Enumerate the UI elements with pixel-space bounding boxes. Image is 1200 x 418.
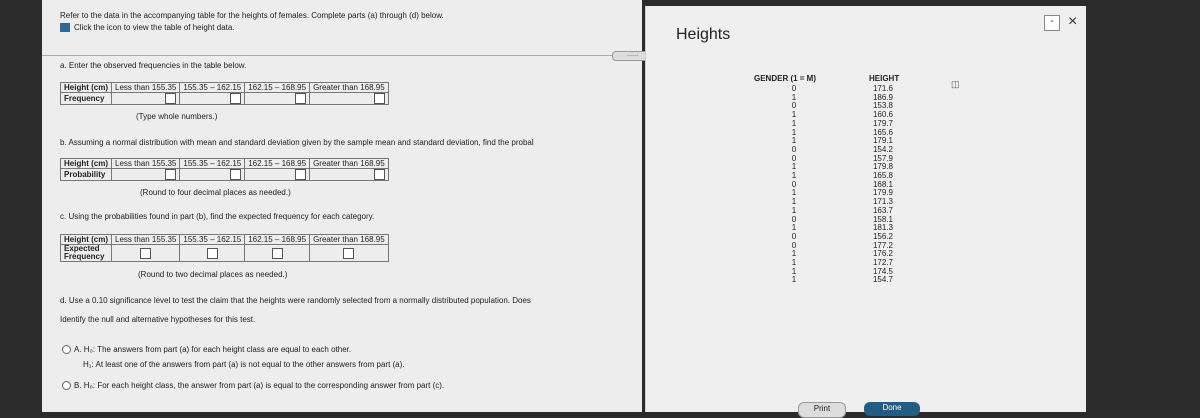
minimize-button[interactable]: - bbox=[1044, 15, 1060, 31]
gender-value: 1 bbox=[791, 136, 797, 146]
class-4: Greater than 168.95 bbox=[310, 83, 389, 93]
height-value: 171.3 bbox=[872, 197, 894, 207]
heights-popup bbox=[645, 6, 1086, 412]
height-value: 174.5 bbox=[872, 266, 894, 276]
intro-text: Refer to the data in the accompanying table for the heights of females. Complete parts (a) through (d) below. bbox=[60, 11, 444, 20]
prob-input-1[interactable] bbox=[165, 169, 176, 180]
height-value: 165.8 bbox=[872, 171, 894, 181]
gender-value: 1 bbox=[791, 258, 797, 268]
table-icon[interactable] bbox=[60, 23, 70, 32]
class-2: 155.35 – 162.15 bbox=[180, 159, 245, 169]
gender-value: 1 bbox=[791, 92, 797, 102]
print-button[interactable]: Print bbox=[798, 402, 846, 418]
expected-table bbox=[60, 234, 389, 262]
part-d-sub: Identify the null and alternative hypotheses for this test. bbox=[60, 315, 256, 324]
gender-value: 1 bbox=[791, 188, 797, 198]
table-link-label[interactable]: Click the icon to view the table of height data. bbox=[74, 23, 235, 32]
radio-a[interactable] bbox=[62, 345, 71, 354]
part-b-prompt: b. Assuming a normal distribution with mean and standard deviation given by the sample mean and standard deviation, find the probal bbox=[60, 138, 534, 147]
exp-input-2[interactable] bbox=[207, 248, 218, 259]
question-panel bbox=[42, 0, 642, 412]
height-value: 165.6 bbox=[872, 127, 894, 137]
class-3: 162.15 – 168.95 bbox=[245, 159, 310, 169]
height-value: 179.9 bbox=[872, 188, 894, 198]
copy-icon[interactable]: ◫ bbox=[951, 79, 960, 89]
height-value: 157.9 bbox=[872, 153, 894, 163]
gender-value: 0 bbox=[791, 214, 797, 224]
exp-input-3[interactable] bbox=[272, 248, 283, 259]
freq-input-1[interactable] bbox=[165, 93, 176, 104]
prob-input-3[interactable] bbox=[295, 169, 306, 180]
height-value: 179.7 bbox=[872, 118, 894, 128]
done-button[interactable]: Done bbox=[864, 402, 920, 416]
class-2: 155.35 – 162.15 bbox=[180, 235, 245, 245]
gender-value: 0 bbox=[791, 153, 797, 163]
gender-value: 1 bbox=[791, 266, 797, 276]
row-label-1: Expected bbox=[64, 244, 100, 253]
part-d-prompt: d. Use a 0.10 significance level to test the claim that the heights were randomly selected from a normally distributed population. Does bbox=[60, 296, 531, 305]
gender-value: 0 bbox=[791, 101, 797, 111]
option-a-h1: H₁: At least one of the answers from part (a) is not equal to the other answers from part (a). bbox=[83, 360, 405, 369]
gender-value: 1 bbox=[791, 249, 797, 259]
option-b-h0[interactable]: B. H₀: For each height class, the answer from part (a) is equal to the corresponding answer from part (c). bbox=[74, 381, 445, 390]
row-label: Frequency bbox=[61, 93, 112, 105]
height-value: 177.2 bbox=[872, 240, 894, 250]
height-value: 172.7 bbox=[872, 258, 894, 268]
class-1: Less than 155.35 bbox=[112, 83, 180, 93]
part-c-prompt: c. Using the probabilities found in part (b), find the expected frequency for each category. bbox=[60, 212, 375, 221]
header-label: Height (cm) bbox=[61, 235, 112, 245]
height-value: 176.2 bbox=[872, 249, 894, 259]
table-link[interactable] bbox=[60, 23, 235, 32]
height-value: 179.1 bbox=[872, 136, 894, 146]
gender-value: 1 bbox=[791, 205, 797, 215]
gender-value: 1 bbox=[791, 197, 797, 207]
part-c-note: (Round to two decimal places as needed.) bbox=[138, 270, 288, 279]
header-label: Height (cm) bbox=[61, 159, 112, 169]
prob-input-4[interactable] bbox=[374, 169, 385, 180]
height-column bbox=[868, 85, 898, 285]
header-label: Height (cm) bbox=[61, 83, 112, 93]
gender-value: 0 bbox=[791, 231, 797, 241]
gender-header: GENDER (1 = M) bbox=[754, 74, 817, 83]
class-1: Less than 155.35 bbox=[112, 235, 180, 245]
freq-input-3[interactable] bbox=[295, 93, 306, 104]
class-4: Greater than 168.95 bbox=[310, 159, 389, 169]
height-value: 181.3 bbox=[872, 223, 894, 233]
height-value: 158.1 bbox=[872, 214, 894, 224]
gender-value: 0 bbox=[791, 84, 797, 93]
class-3: 162.15 – 168.95 bbox=[245, 83, 310, 93]
gender-column bbox=[784, 85, 804, 285]
part-b-note: (Round to four decimal places as needed.) bbox=[140, 188, 291, 197]
divider bbox=[42, 55, 612, 56]
part-a-note: (Type whole numbers.) bbox=[136, 112, 218, 121]
gender-value: 0 bbox=[791, 179, 797, 189]
height-value: 160.6 bbox=[872, 110, 894, 120]
height-header: HEIGHT bbox=[869, 74, 900, 83]
gender-value: 1 bbox=[791, 275, 797, 285]
gender-value: 1 bbox=[791, 118, 797, 128]
freq-input-2[interactable] bbox=[230, 93, 241, 104]
row-label-2: Frequency bbox=[64, 252, 105, 261]
probability-table bbox=[60, 158, 389, 181]
class-2: 155.35 – 162.15 bbox=[180, 83, 245, 93]
height-value: 154.7 bbox=[872, 275, 894, 285]
frequency-table bbox=[60, 82, 389, 105]
option-a-h0[interactable]: A. H₀: The answers from part (a) for each height class are equal to each other. bbox=[74, 345, 352, 354]
gender-value: 1 bbox=[791, 110, 797, 120]
gender-value: 0 bbox=[791, 240, 797, 250]
class-3: 162.15 – 168.95 bbox=[245, 235, 310, 245]
gender-value: 1 bbox=[791, 162, 797, 172]
gender-value: 1 bbox=[791, 171, 797, 181]
height-value: 163.7 bbox=[872, 205, 894, 215]
gender-value: 1 bbox=[791, 127, 797, 137]
close-icon[interactable]: × bbox=[1068, 13, 1078, 30]
more-button[interactable]: ...... bbox=[612, 51, 654, 61]
class-4: Greater than 168.95 bbox=[310, 235, 389, 245]
freq-input-4[interactable] bbox=[374, 93, 385, 104]
height-value: 154.2 bbox=[872, 144, 894, 154]
option-a[interactable] bbox=[62, 345, 351, 354]
row-label: Probability bbox=[61, 169, 112, 181]
prob-input-2[interactable] bbox=[230, 169, 241, 180]
exp-input-4[interactable] bbox=[343, 248, 354, 259]
class-1: Less than 155.35 bbox=[112, 159, 180, 169]
radio-b[interactable] bbox=[62, 381, 71, 390]
height-value: 179.8 bbox=[872, 162, 894, 172]
height-value: 171.6 bbox=[872, 84, 894, 93]
popup-title: Heights bbox=[676, 26, 731, 43]
gender-value: 0 bbox=[791, 144, 797, 154]
exp-input-1[interactable] bbox=[140, 248, 151, 259]
height-value: 168.1 bbox=[872, 179, 894, 189]
option-b[interactable] bbox=[62, 381, 444, 390]
height-value: 153.8 bbox=[872, 101, 894, 111]
part-a-prompt: a. Enter the observed frequencies in the table below. bbox=[60, 61, 247, 70]
gender-value: 1 bbox=[791, 223, 797, 233]
height-value: 156.2 bbox=[872, 231, 894, 241]
height-value: 186.9 bbox=[872, 92, 894, 102]
